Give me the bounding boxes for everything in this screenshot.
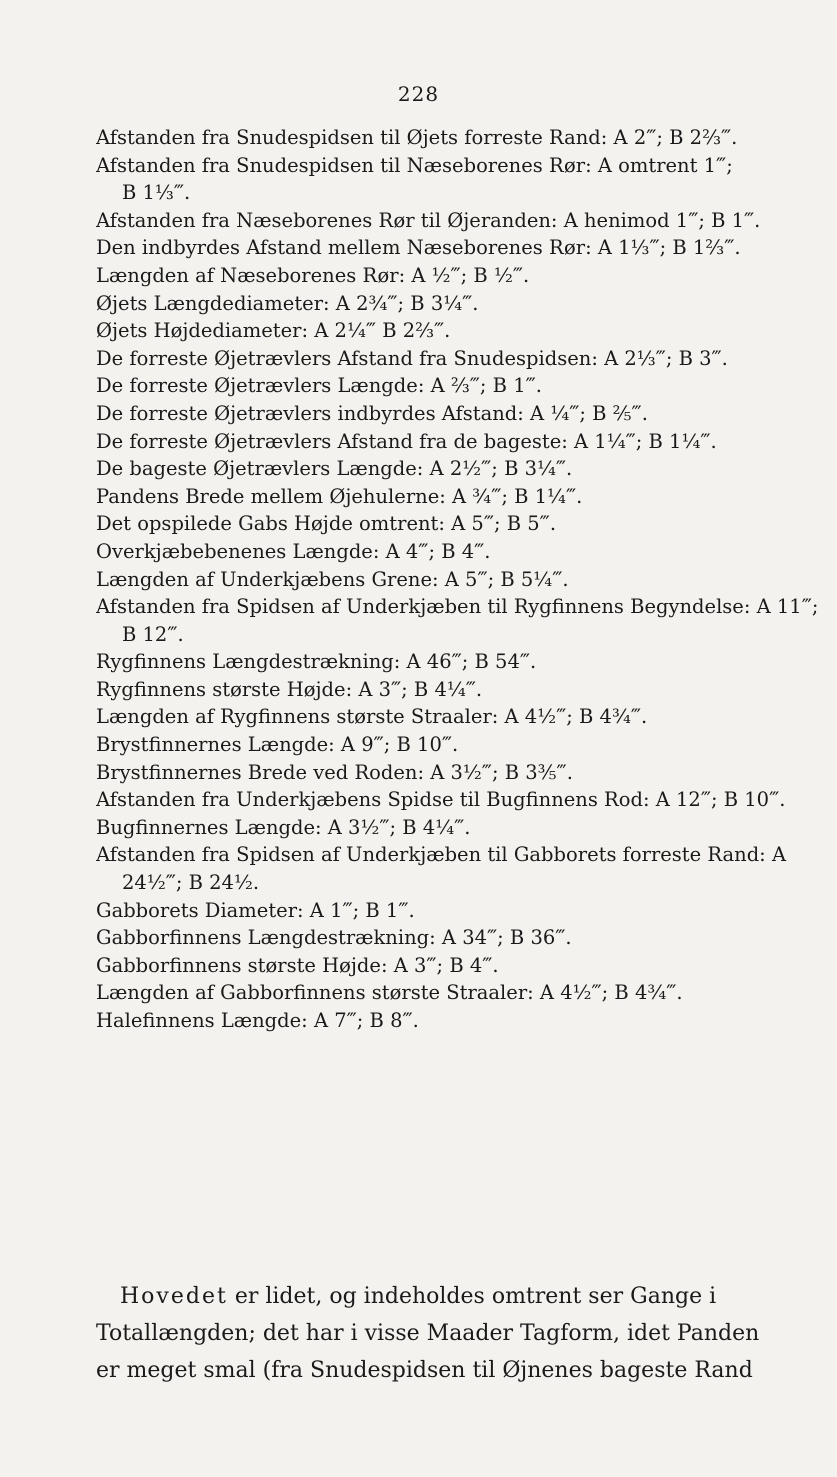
- measurement-list: [96, 124, 831, 1035]
- paragraph-line-2: Totallængden; det har i visse Maader Tagform, idet Panden: [96, 1321, 760, 1346]
- measurement-line: Det opspilede Gabs Højde omtrent: A 5‴; B 5‴.: [96, 512, 557, 536]
- measurement-line: Den indbyrdes Afstand mellem Næseborenes Rør: A 1⅓‴; B 1⅔‴.: [96, 236, 741, 260]
- measurement-line: Brystfinnernes Brede ved Roden: A 3½‴; B 3⅗‴.: [96, 760, 573, 784]
- measurement-line: De forreste Øjetrævlers Afstand fra de bageste: A 1¼‴; B 1¼‴.: [96, 429, 717, 453]
- measurement-line: Gabborfinnens største Højde: A 3‴; B 4‴.: [96, 953, 499, 977]
- measurement-line: Afstanden fra Spidsen af Underkjæben til Gabborets forreste Rand: A: [96, 843, 787, 867]
- measurement-line: Øjets Længdediameter: A 2¾‴; B 3¼‴.: [96, 291, 479, 315]
- measurement-line: Længden af Næseborenes Rør: A ½‴; B ½‴.: [96, 263, 530, 287]
- measurement-line: Afstanden fra Næseborenes Rør til Øjeranden: A henimod 1‴; B 1‴.: [96, 208, 761, 232]
- paragraph-line-1-text: er lidet, og indeholdes omtrent ser Gange i: [227, 1284, 717, 1309]
- measurement-line: Halefinnens Længde: A 7‴; B 8‴.: [96, 1009, 419, 1032]
- measurement-line: Afstanden fra Snudespidsen til Næseborenes Rør: A omtrent 1‴;: [96, 153, 733, 177]
- measurement-line: Rygfinnens Længdestrækning: A 46‴; B 54‴.: [96, 650, 537, 674]
- measurement-line: De forreste Øjetrævlers Afstand fra Snudespidsen: A 2⅓‴; B 3‴.: [96, 346, 728, 370]
- measurement-line: Afstanden fra Spidsen af Underkjæben til Rygfinnens Begyndelse: A 11‴;: [96, 595, 819, 619]
- body-paragraph: [96, 1278, 831, 1389]
- paragraph-line-1: [96, 1278, 831, 1315]
- measurement-line: 24½‴; B 24½.: [122, 871, 260, 895]
- paragraph-lead-word: Hovedet: [120, 1284, 228, 1309]
- measurement-line: Afstanden fra Underkjæbens Spidse til Bugfinnens Rod: A 12‴; B 10‴.: [96, 788, 786, 812]
- measurement-line: B 1⅓‴.: [122, 181, 191, 205]
- page-number: 228: [397, 82, 440, 106]
- measurement-line: Gabborets Diameter: A 1‴; B 1‴.: [96, 898, 415, 922]
- measurement-line: De forreste Øjetrævlers indbyrdes Afstand: A ¼‴; B ⅖‴.: [96, 401, 648, 425]
- measurement-line: Øjets Højdediameter: A 2¼‴ B 2⅔‴.: [96, 319, 451, 343]
- measurement-line: B 12‴.: [122, 622, 184, 646]
- measurement-line: De forreste Øjetrævlers Længde: A ⅔‴; B 1‴.: [96, 374, 542, 398]
- measurement-line: Længden af Rygfinnens største Straaler: A 4½‴; B 4¾‴.: [96, 705, 648, 729]
- paragraph-line-3: er meget smal (fra Snudespidsen til Øjnenes bageste Rand: [96, 1358, 753, 1383]
- measurement-line: Længden af Underkjæbens Grene: A 5‴; B 5¼‴.: [96, 567, 569, 591]
- measurement-line: Brystfinnernes Længde: A 9‴; B 10‴.: [96, 733, 459, 757]
- measurement-line: De bageste Øjetrævlers Længde: A 2½‴; B 3¼‴.: [96, 457, 573, 481]
- measurement-line: Gabborfinnens Længdestrækning: A 34‴; B 36‴.: [96, 926, 572, 950]
- measurement-line: Bugfinnernes Længde: A 3½‴; B 4¼‴.: [96, 815, 471, 839]
- measurement-line: Længden af Gabborfinnens største Straaler: A 4½‴; B 4¾‴.: [96, 981, 683, 1005]
- measurement-line: Rygfinnens største Højde: A 3‴; B 4¼‴.: [96, 677, 483, 701]
- measurement-line: Afstanden fra Snudespidsen til Øjets forreste Rand: A 2‴; B 2⅔‴.: [96, 126, 738, 149]
- measurement-line: Overkjæbebenenes Længde: A 4‴; B 4‴.: [96, 539, 491, 563]
- measurement-line: Pandens Brede mellem Øjehulerne: A ¾‴; B 1¼‴.: [96, 484, 583, 508]
